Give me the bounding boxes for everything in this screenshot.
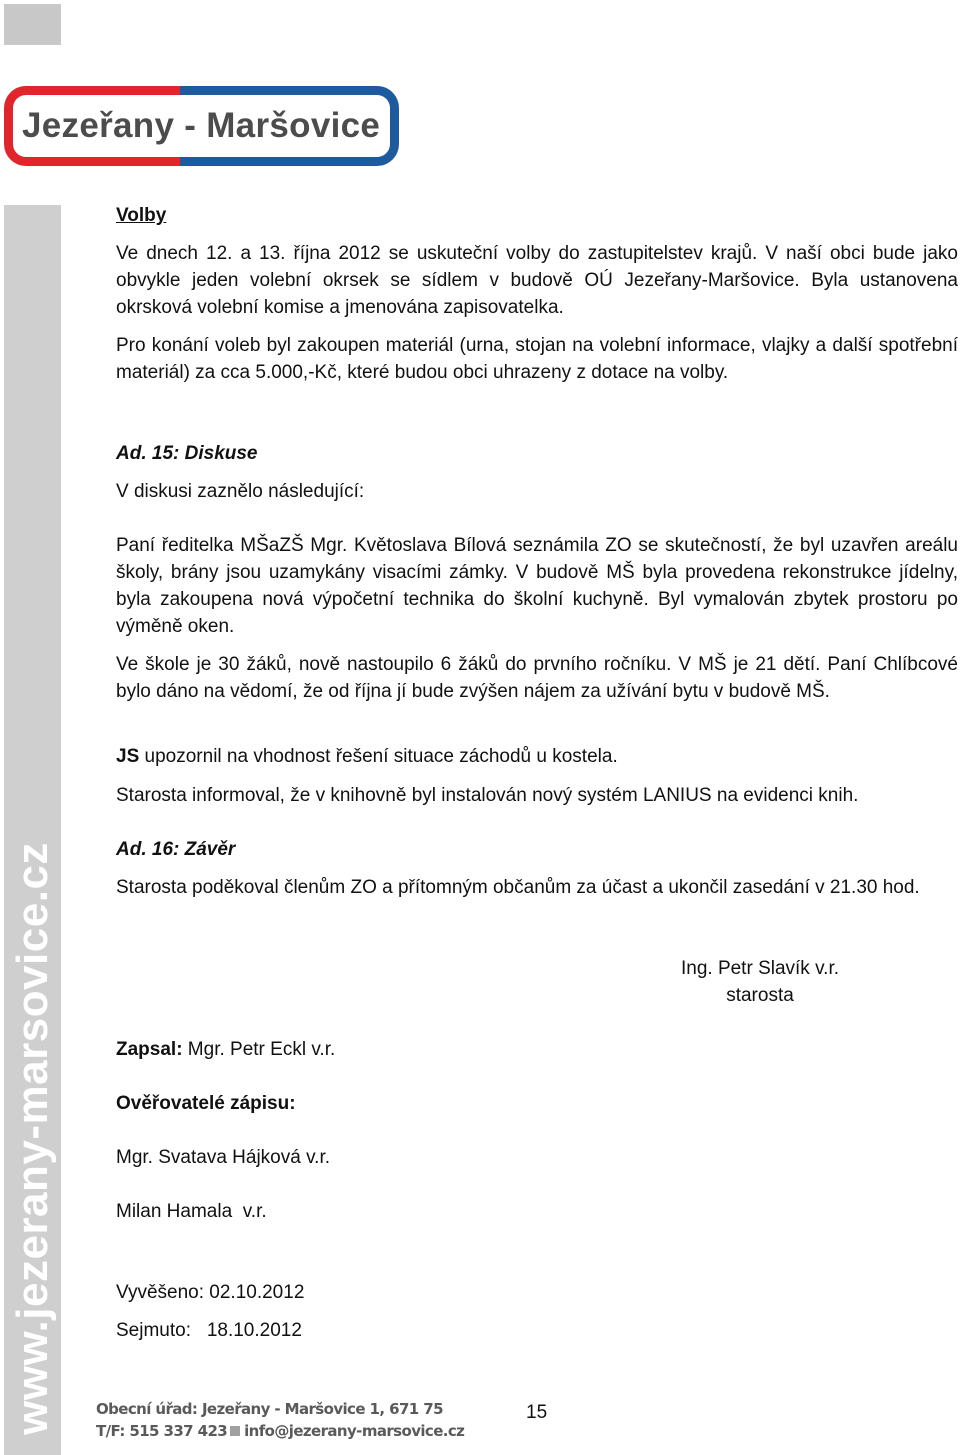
volby-heading: Volby	[116, 205, 167, 226]
footer-address: Obecní úřad: Jezeřany - Maršovice 1, 671 75	[96, 1400, 443, 1418]
overovatel-1: Mgr. Svatava Hájková v.r.	[116, 1147, 331, 1168]
ad15-paragraph-4: Starosta informoval, že v knihovně byl instalován nový systém LANIUS na evidenci knih.	[116, 785, 859, 806]
signature-block	[660, 955, 860, 1009]
logo-text: Jezeřany - Maršovice	[22, 106, 381, 145]
js-abbrev: JS	[116, 746, 140, 767]
ad15-paragraph-3-text: upozornil na vhodnost řešení situace záchodů u kostela.	[139, 746, 618, 767]
footer-phone-email	[96, 1420, 464, 1442]
signature-name: Ing. Petr Slavík v.r.	[680, 958, 840, 979]
zapsal-line	[116, 1036, 958, 1063]
ad16-heading: Ad. 16: Závěr	[116, 839, 236, 860]
corner-decoration	[4, 4, 61, 45]
sidebar-url: www.jezerany-marsovice.cz	[8, 842, 57, 1435]
ad15-paragraph-3	[116, 743, 958, 770]
ad15-paragraph-1: Paní ředitelka MŠaZŠ Mgr. Květoslava Bílová seznámila ZO se skutečností, že byl uzavřen areálu školy, brány jsou uzamykány visacími zámky. V budově MŠ byla provedena rekonstrukce jídelny, byla zakoupena nová výpočetní technika do školní kuchyně. Byl vymalován zbytek prostoru po výměně oken.	[116, 535, 958, 637]
page-number: 15	[526, 1402, 548, 1423]
volby-paragraph-2: Pro konání voleb byl zakoupen materiál (urna, stojan na volební informace, vlajky a další spotřební materiál) za cca 5.000,-Kč, které budou obci uhrazeny z dotace na volby.	[116, 335, 958, 383]
ad16-paragraph-1: Starosta poděkoval členům ZO a přítomným občanům za účast a ukončil zasedání v 21.30 hod.	[116, 877, 920, 898]
signature-role: starosta	[726, 985, 794, 1006]
sejmuto-date: Sejmuto: 18.10.2012	[116, 1320, 302, 1341]
vyveseno-date: Vyvěšeno: 02.10.2012	[116, 1282, 305, 1303]
overovatel-2: Milan Hamala v.r.	[116, 1201, 267, 1222]
volby-paragraph-1: Ve dnech 12. a 13. října 2012 se uskuteční volby do zastupitelstev krajů. V naší obci bude jako obvykle jeden volební okrsek se sídlem v budově OÚ Jezeřany-Maršovice. Byla ustanovena okrsková volební komise a jmenována zapisovatelka.	[116, 243, 958, 318]
zapsal-name: Mgr. Petr Eckl v.r.	[182, 1039, 336, 1060]
square-bullet-icon	[230, 1426, 240, 1436]
overovatele-label: Ověřovatelé zápisu:	[116, 1093, 296, 1114]
ad15-paragraph-2: Ve škole je 30 žáků, nově nastoupilo 6 žáků do prvního ročníku. V MŠ je 21 dětí. Paní Chlíbcové bylo dáno na vědomí, že od října jí bude zvýšen nájem za užívání bytu v budově MŠ.	[116, 654, 958, 702]
ad15-intro: V diskusi zaznělo následující:	[116, 481, 365, 502]
ad15-heading: Ad. 15: Diskuse	[116, 443, 258, 464]
footer-email: info@jezerany-marsovice.cz	[244, 1422, 465, 1440]
footer-contact	[96, 1398, 464, 1442]
zapsal-label: Zapsal:	[116, 1039, 183, 1060]
footer-phone: T/F: 515 337 423	[96, 1422, 228, 1440]
